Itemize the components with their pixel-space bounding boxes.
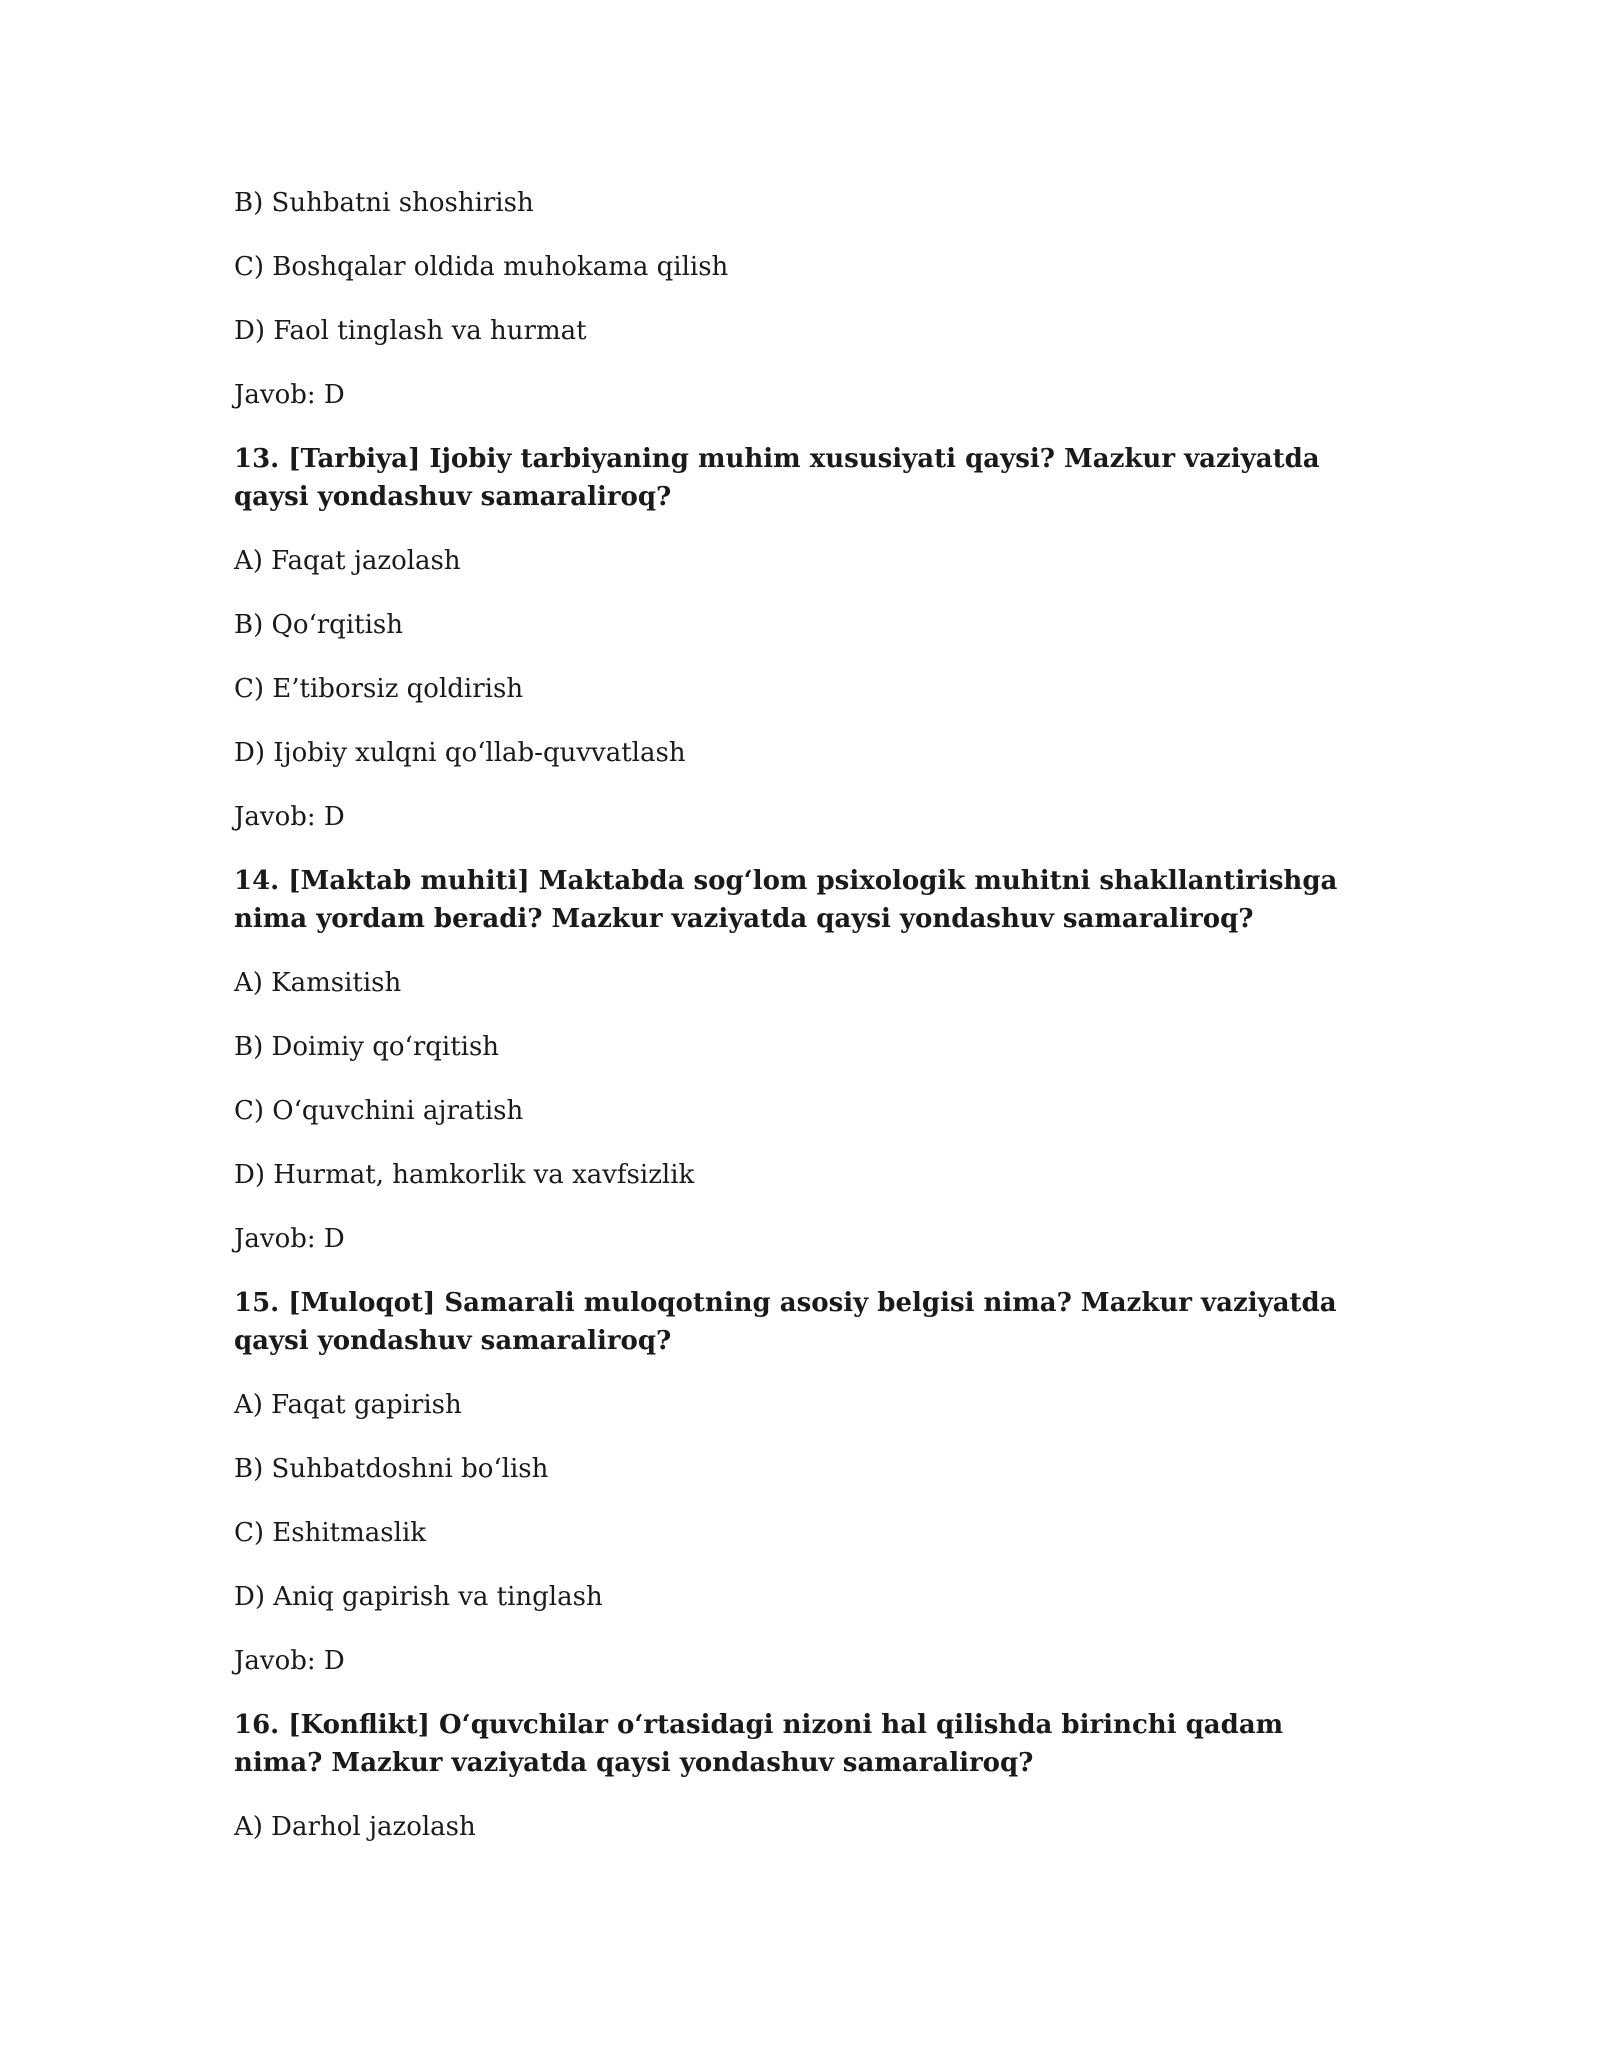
option-a: A) Faqat jazolash — [234, 546, 461, 576]
document-page — [234, 184, 1374, 1846]
option-b: B) Suhbatdoshni bo‘lish — [234, 1454, 549, 1484]
answer: Javob: D — [234, 1224, 345, 1254]
question-13: 13. [Tarbiya] Ijobiy tarbiyaning muhim xususiyati qaysi? Mazkur vaziyatda qaysi yondashuv samaraliroq? — [234, 444, 1320, 512]
option-d: D) Aniq gapirish va tinglash — [234, 1582, 603, 1612]
option-a: A) Kamsitish — [234, 968, 402, 998]
option-c: C) O‘quvchini ajratish — [234, 1096, 524, 1126]
option-c: C) E’tiborsiz qoldirish — [234, 674, 524, 704]
option-a: A) Darhol jazolash — [234, 1812, 476, 1842]
answer: Javob: D — [234, 1646, 345, 1676]
option-b: B) Doimiy qo‘rqitish — [234, 1032, 500, 1062]
option-c: C) Eshitmaslik — [234, 1518, 427, 1548]
option-d: D) Hurmat, hamkorlik va xavfsizlik — [234, 1160, 695, 1190]
option-d: D) Faol tinglash va hurmat — [234, 316, 587, 346]
option-c: C) Boshqalar oldida muhokama qilish — [234, 252, 729, 282]
question-15: 15. [Muloqot] Samarali muloqotning asosiy belgisi nima? Mazkur vaziyatda qaysi yondashuv samaraliroq? — [234, 1288, 1337, 1356]
option-b: B) Suhbatni shoshirish — [234, 188, 534, 218]
option-b: B) Qo‘rqitish — [234, 610, 403, 640]
question-14: 14. [Maktab muhiti] Maktabda sog‘lom psixologik muhitni shakllantirishga nima yordam beradi? Mazkur vaziyatda qaysi yondashuv samaraliroq? — [234, 866, 1338, 934]
question-16: 16. [Konflikt] O‘quvchilar o‘rtasidagi nizoni hal qilishda birinchi qadam nima? Mazkur vaziyatda qaysi yondashuv samaraliroq? — [234, 1710, 1284, 1778]
answer: Javob: D — [234, 380, 345, 410]
answer: Javob: D — [234, 802, 345, 832]
option-d: D) Ijobiy xulqni qo‘llab-quvvatlash — [234, 738, 686, 768]
option-a: A) Faqat gapirish — [234, 1390, 462, 1420]
